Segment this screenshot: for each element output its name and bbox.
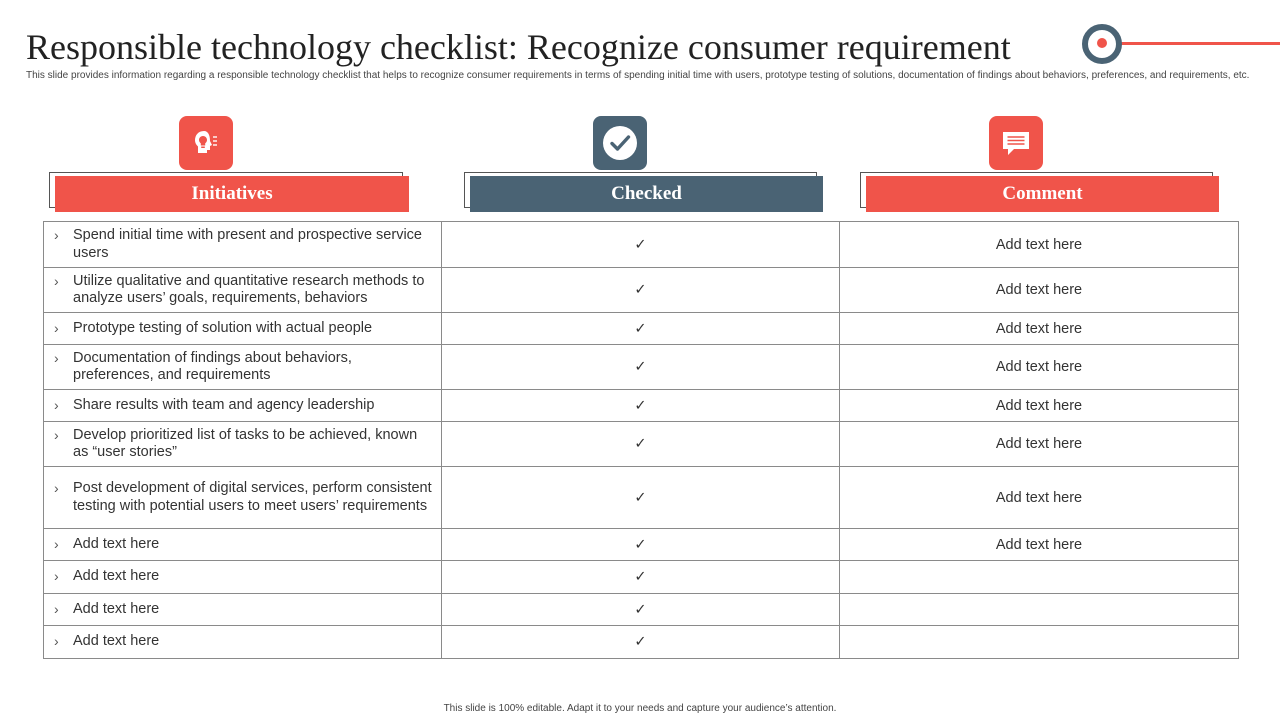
- chat-bubble-icon: [989, 116, 1043, 170]
- decorative-line: [1110, 42, 1280, 45]
- check-mark: ✓: [442, 222, 840, 268]
- check-mark: ✓: [442, 345, 840, 390]
- chevron-right-icon: ›: [54, 480, 59, 496]
- comment-cell: Add text here: [840, 222, 1239, 268]
- check-mark: ✓: [442, 561, 840, 594]
- comment-cell: [840, 594, 1239, 626]
- initiative-text: Documentation of findings about behaviors, preferences, and requirements: [73, 349, 352, 383]
- column-header-label: Checked: [470, 176, 823, 212]
- comment-cell: Add text here: [840, 422, 1239, 467]
- comment-cell: Add text here: [840, 390, 1239, 422]
- initiative-cell: [44, 561, 442, 594]
- table-row: [44, 422, 1239, 467]
- page-title: Responsible technology checklist: Recognize consumer requirement: [26, 27, 1011, 67]
- check-mark: ✓: [442, 268, 840, 313]
- check-mark: ✓: [442, 313, 840, 345]
- comment-cell: [840, 626, 1239, 659]
- checklist-table: [43, 221, 1239, 659]
- check-mark: ✓: [442, 594, 840, 626]
- initiative-cell: [44, 467, 442, 529]
- table-row: [44, 626, 1239, 659]
- chevron-right-icon: ›: [54, 600, 59, 617]
- footer-note: This slide is 100% editable. Adapt it to your needs and capture your audience’s attention.: [443, 703, 837, 714]
- initiative-cell: [44, 422, 442, 467]
- column-header-label: Comment: [866, 176, 1219, 212]
- table-row: [44, 594, 1239, 626]
- initiative-text: Add text here: [73, 568, 160, 585]
- column-header-checked: [464, 172, 823, 212]
- comment-cell: Add text here: [840, 529, 1239, 561]
- page-subtitle: This slide provides information regarding a responsible technology checklist that helps to recognize consumer requirements in terms of spending initial time with users, prototype testing of solutions, documentation of findings about behaviors, preferences, and requirements, etc.: [26, 70, 1250, 81]
- chevron-right-icon: ›: [54, 535, 59, 552]
- table-row: [44, 222, 1239, 268]
- check-mark: ✓: [442, 467, 840, 529]
- check-mark: ✓: [442, 390, 840, 422]
- table-row: [44, 529, 1239, 561]
- comment-cell: Add text here: [840, 313, 1239, 345]
- initiative-text: Add text here: [73, 535, 160, 552]
- table-row: [44, 268, 1239, 313]
- initiative-cell: [44, 268, 442, 313]
- comment-cell: Add text here: [840, 345, 1239, 390]
- chevron-right-icon: ›: [54, 227, 59, 243]
- table-row: [44, 390, 1239, 422]
- initiative-text: Prototype testing of solution with actual people: [73, 319, 373, 336]
- table-row: [44, 313, 1239, 345]
- initiative-text: Spend initial time with present and prospective service users: [73, 227, 422, 261]
- column-header-initiatives: [49, 172, 409, 212]
- chevron-right-icon: ›: [54, 349, 59, 366]
- check-mark: ✓: [442, 422, 840, 467]
- initiative-cell: [44, 345, 442, 390]
- column-header-label: Initiatives: [55, 176, 409, 212]
- initiative-text: Post development of digital services, perform consistent testing with potential users to meet users’ requirements: [73, 480, 432, 514]
- check-mark: ✓: [442, 626, 840, 659]
- initiative-text: Share results with team and agency leadership: [73, 396, 375, 413]
- initiative-cell: [44, 594, 442, 626]
- chevron-right-icon: ›: [54, 396, 59, 413]
- comment-cell: Add text here: [840, 467, 1239, 529]
- initiative-cell: [44, 390, 442, 422]
- initiative-text: Add text here: [73, 600, 160, 617]
- table-row: [44, 561, 1239, 594]
- initiative-cell: [44, 313, 442, 345]
- decorative-dot: [1097, 38, 1107, 48]
- initiative-cell: [44, 626, 442, 659]
- column-header-comment: [860, 172, 1219, 212]
- chevron-right-icon: ›: [54, 426, 59, 443]
- initiative-text: Develop prioritized list of tasks to be achieved, known as “user stories”: [73, 426, 418, 460]
- check-mark: ✓: [442, 529, 840, 561]
- table-row: [44, 467, 1239, 529]
- head-lightbulb-icon: [179, 116, 233, 170]
- initiative-text: Add text here: [73, 633, 160, 650]
- initiative-cell: [44, 529, 442, 561]
- chevron-right-icon: ›: [54, 319, 59, 336]
- chevron-right-icon: ›: [54, 633, 59, 650]
- comment-cell: [840, 561, 1239, 594]
- chevron-right-icon: ›: [54, 568, 59, 585]
- initiative-cell: [44, 222, 442, 268]
- comment-cell: Add text here: [840, 268, 1239, 313]
- chevron-right-icon: ›: [54, 272, 59, 289]
- initiative-text: Utilize qualitative and quantitative research methods to analyze users’ goals, requirements, behaviors: [73, 272, 425, 306]
- table-row: [44, 345, 1239, 390]
- checkmark-circle-icon: [593, 116, 647, 170]
